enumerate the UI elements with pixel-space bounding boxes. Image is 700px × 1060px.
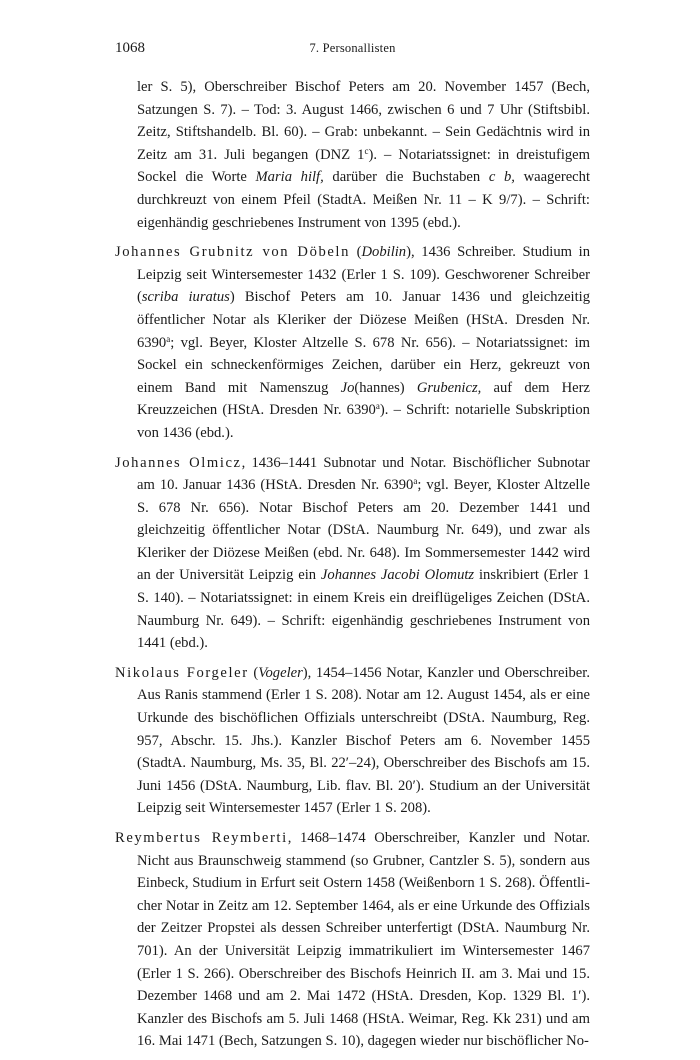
text-segment: (: [350, 244, 362, 261]
text-segment: , 1436–1441 Subnotar und Notar. Bischöflicher Subnotar am 10. Januar 1436 (HStA. Dresden Nr. 6390: [137, 454, 590, 494]
entry-nikolaus-forgeler: [115, 662, 590, 820]
superscript: a: [375, 401, 380, 412]
main-text: [115, 76, 590, 1060]
italic-text: Maria hilf,: [255, 169, 324, 186]
entry-name: Johannes Olmicz: [115, 454, 242, 471]
entry-name: Nikolaus Forgeler: [115, 664, 249, 681]
text-segment: auf dem Herz Kreuzzeichen (HStA. Dresden Nr. 6390: [137, 379, 590, 419]
entry-name: Reymbertus Reymberti: [115, 830, 288, 846]
superscript: a: [166, 333, 171, 344]
text-segment: inskribiert (Erler 1 S. 140). – Notariatssignet: in einem Kreis ein dreiflügeliges Zeichen (DStA. Naumburg Nr. 649). – Schrift: eigenhändig geschriebenes Instrument von 1441 (ebd.).: [137, 567, 590, 652]
entry-continuation: [115, 76, 590, 234]
page-header: [115, 40, 590, 64]
entry-johannes-grubnitz: [115, 241, 590, 444]
text-segment: ). – Schrift: notarielle Subskription von 1436 (ebd.).: [137, 402, 590, 441]
italic-text: Dobilin: [361, 244, 407, 261]
entry-johannes-olmicz: [115, 452, 590, 655]
text-segment: ) Bischof Peters am 10. Januar 1436 und gleichzeitig öffentlicher Notar als Kleriker der Diözese Meißen (HStA. Dresden Nr. 6390: [137, 289, 591, 351]
italic-text: c b,: [488, 169, 515, 186]
entry-name: Johannes Grubnitz von Döbeln: [115, 244, 350, 261]
text-segment: ). – Notariatssignet: in dreistufigem Sockel die Worte: [137, 146, 590, 186]
text-segment: ; vgl. Beyer, Kloster Altzelle S. 678 Nr. 656). Notar Bischof Peters am 20. Dezember 1441 und gleichzeitig öffentlicher Notar (DStA. Naumburg Nr. 649), und zwar als Kleriker der Diözese Meißen (ebd. Nr. 648). Im Sommersemester 1442 wird an der Universität Leipzig ein: [137, 477, 591, 584]
text-segment: , 1468–1474 Oberschreiber, Kanzler und Notar. Nicht aus Braunschweig stammend (so Grubner, Cantzler S. 5), sondern aus Einbeck, Studium in Erfurt seit Ostern 1458 (Weißenborn 1 S. 268). Öffentlicher Notar in Zeitz am 12. September 1464, als er eine Urkunde des Offizials der Zeitzer Propstei als dessen Schreiber unterfertigt (DStA. Naumburg Nr. 701). An der Universität Leipzig immatrikuliert im Wintersemester 1467 (Erler 1 S. 266). Oberschreiber des Bischofs Heinrich II. am 3. Mai und 15. Dezember 1468 und am 2. Mai 1472 (HStA. Dresden, Kop. 1329 Bl. 1′). Kanzler des Bischofs am 5. Juli 1468 (HStA. Weimar, Reg. Kk 231) und am 16. Mai 1471 (Bech, Satzungen S. 10), dagegen wieder nur bischöflicher No-: [137, 830, 590, 1050]
text-segment: ; vgl. Beyer, Kloster Altzelle S. 678 Nr. 656). – Notariatssignet: im Sockel ein schneckenförmiges Zeichen, darüber ein Herz, gekreuzt von einem Band mit Namenszug: [137, 334, 590, 396]
page-number: 1068: [115, 40, 145, 56]
running-head: 7. Personallisten: [309, 41, 396, 55]
superscript: c: [364, 145, 369, 156]
italic-text: Johannes Jacobi Olomutz: [320, 567, 475, 584]
text-segment: ), 1454–1456 Notar, Kanzler und Oberschreiber. Aus Ranis stammend (Erler 1 S. 208). Notar am 12. August 1454, als er eine Urkunde des bischöflichen Offizials unterschreibt (DStA. Naumburg, Reg. 957, Abschr. 15. Jhs.). Kanzler Bischof Peters am 6. November 1455 (StadtA. Naumburg, Ms. 35, Bl. 22′–24), Oberschreiber des Bischofs am 15. Juni 1456 (DStA. Naumburg, Lib. flav. Bl. 20′). Studium an der Universität Leipzig seit Wintersemester 1457 (Erler 1 S. 208).: [137, 664, 590, 817]
italic-text: scriba iuratus: [141, 289, 230, 306]
entry-reymbertus-reymberti: [115, 827, 590, 1053]
text-segment: (: [248, 664, 259, 681]
text-segment: darüber die Buchstaben: [323, 169, 489, 186]
italic-text: Vogeler: [258, 664, 303, 681]
text-segment: ler S. 5), Oberschreiber Bischof Peters am 20. November 1457 (Bech, Satzungen S. 7). – Tod: 3. August 1466, zwischen 6 und 7 Uhr (Stiftsbibl. Zeitz, Stiftshandelb. Bl. 60). – Grab: unbekannt. – Sein Gedächtnis wird in Zeitz am 31. Juli begangen (DNZ 1: [137, 79, 590, 163]
superscript: a: [413, 476, 418, 487]
text-segment: ), 1436 Schreiber. Studium in Leipzig seit Wintersemester 1432 (Erler 1 S. 109). Geschworener Schreiber (: [137, 244, 590, 306]
italic-text: Jo: [340, 379, 355, 396]
italic-text: Grubenicz,: [416, 379, 482, 396]
text-segment: (hannes): [354, 379, 417, 396]
text-segment: waagerecht durchkreuzt von einem Pfeil (StadtA. Meißen Nr. 11 – K 9/7). – Schrift: eigenhändig geschriebenes Instrument von 1395 (ebd.).: [137, 169, 591, 231]
